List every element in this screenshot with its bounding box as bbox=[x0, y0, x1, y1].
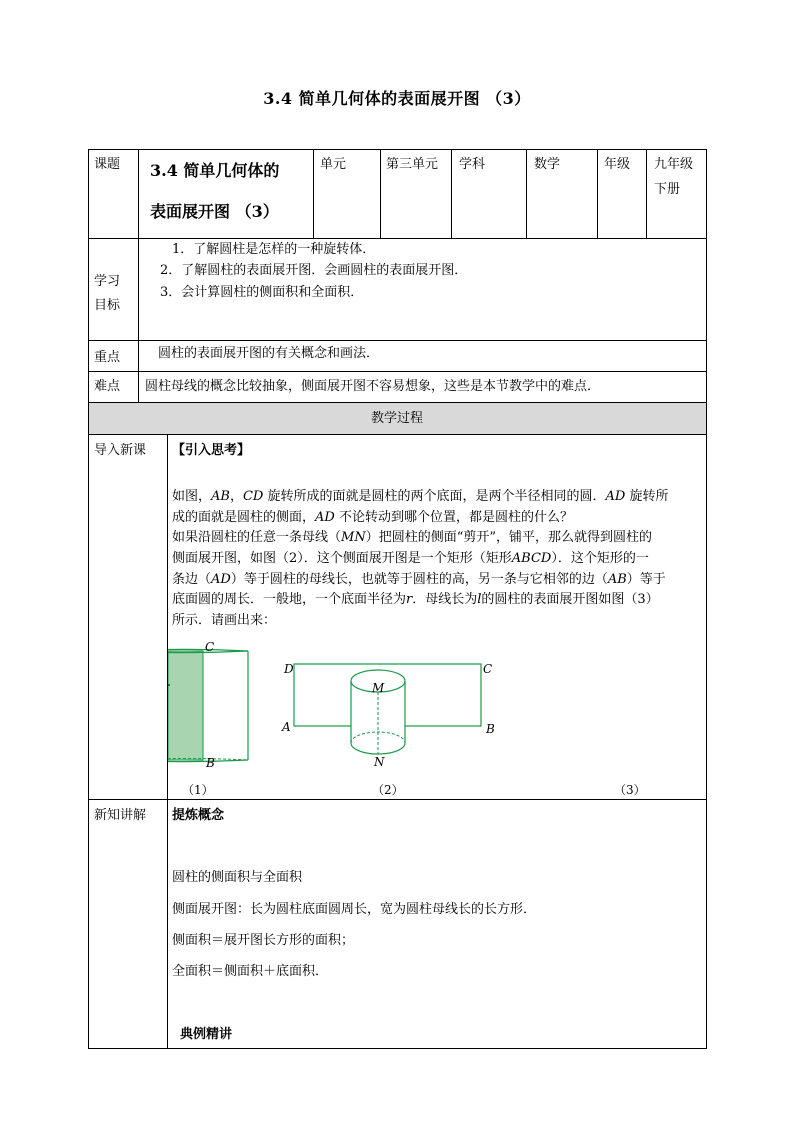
table-border bbox=[88, 340, 707, 341]
key-point-label: 重点 bbox=[94, 350, 121, 365]
knowledge-line: 全面积＝侧面积＋底面积． bbox=[172, 964, 329, 979]
goal-item: 1．了解圆柱是怎样的一种旋转体． bbox=[172, 242, 376, 257]
figure-1-cylinder bbox=[168, 640, 248, 770]
label-b: B bbox=[206, 756, 215, 770]
new-knowledge-heading: 提炼概念 bbox=[172, 808, 225, 823]
intro-heading: 【引入思考】 bbox=[172, 443, 251, 458]
knowledge-line: 侧面展开图：长为圆柱底面圆周长，宽为圆柱母线长的长方形． bbox=[172, 902, 537, 917]
topic-title-line1: 3.4 简单几何体的 bbox=[150, 161, 280, 180]
knowledge-line: 圆柱的侧面积与全面积 bbox=[172, 870, 303, 885]
label-n: N bbox=[374, 755, 385, 769]
goal-item: 3．会计算圆柱的侧面积和全面积． bbox=[160, 285, 364, 300]
difficulty-label: 难点 bbox=[94, 379, 121, 394]
table-border bbox=[88, 434, 707, 435]
table-border bbox=[597, 149, 598, 239]
label-c: C bbox=[205, 640, 215, 654]
table-border bbox=[88, 149, 707, 150]
grade-value-line1: 九年级 bbox=[654, 157, 694, 172]
table-border bbox=[380, 149, 381, 239]
caption-3: （3） bbox=[614, 783, 646, 797]
table-border bbox=[646, 149, 647, 239]
figure-2-unfolding bbox=[281, 662, 495, 769]
intro-paragraph-line: 侧面展开图，如图（2）．这个侧面展开图是一个矩形（矩形ABCD）．这个矩形的一 bbox=[172, 551, 649, 566]
grade-label: 年级 bbox=[604, 157, 631, 172]
document-title: 3.4 简单几何体的表面展开图 （3） bbox=[263, 89, 531, 108]
intro-paragraph-line: 所示．请画出来： bbox=[172, 613, 277, 628]
label-b: B bbox=[486, 722, 495, 736]
intro-label: 导入新课 bbox=[94, 443, 147, 458]
goals-label-line2: 目标 bbox=[94, 298, 121, 313]
table-border bbox=[138, 149, 139, 403]
intro-paragraph-line: 如图，AB，CD 旋转所成的面就是圆柱的两个底面，是两个半径相同的圆．AD 旋转所 bbox=[172, 489, 669, 504]
intro-paragraph-line: 成的面就是圆柱的侧面，AD 不论转动到哪个位置，都是圆柱的什么？ bbox=[172, 510, 573, 525]
label-a: A bbox=[282, 720, 291, 734]
cylinder-figures bbox=[168, 633, 706, 798]
goal-item: 2．了解圆柱的表面展开图．会画圆柱的表面展开图． bbox=[160, 263, 468, 278]
shaded-rectangle bbox=[168, 651, 203, 760]
topic-label: 课题 bbox=[94, 157, 121, 172]
intro-paragraph-line: 条边（AD）等于圆柱的母线长，也就等于圆柱的高，另一条与它相邻的边（AB）等于 bbox=[172, 572, 666, 587]
goals-label-line1: 学习 bbox=[94, 274, 121, 289]
label-c: C bbox=[483, 662, 493, 676]
subject-value: 数学 bbox=[534, 157, 561, 172]
table-border bbox=[451, 149, 452, 239]
process-header: 教学过程 bbox=[370, 411, 423, 426]
label-m: M bbox=[372, 681, 385, 695]
table-border bbox=[88, 149, 89, 1049]
label-d: D bbox=[284, 662, 294, 676]
grade-value-line2: 下册 bbox=[654, 182, 681, 197]
key-point-text: 圆柱的表面展开图的有关概念和画法． bbox=[158, 346, 380, 361]
topic-title-line2: 表面展开图 （3） bbox=[150, 202, 279, 221]
table-border bbox=[88, 371, 707, 372]
example-heading: 典例精讲 bbox=[180, 1027, 233, 1042]
intro-paragraph-line: 如果沿圆柱的任意一条母线（MN）把圆柱的侧面“剪开”，铺平，那么就得到圆柱的 bbox=[172, 530, 652, 545]
caption-2: （2） bbox=[372, 783, 404, 797]
table-border bbox=[88, 799, 707, 800]
new-knowledge-label: 新知讲解 bbox=[94, 808, 147, 823]
unit-label: 单元 bbox=[320, 157, 347, 172]
unit-value: 第三单元 bbox=[386, 157, 439, 172]
knowledge-line: 侧面积＝展开图长方形的面积； bbox=[172, 933, 355, 948]
table-border bbox=[88, 238, 707, 239]
table-border bbox=[706, 149, 707, 1049]
table-border bbox=[88, 1048, 707, 1049]
subject-label: 学科 bbox=[459, 157, 486, 172]
difficulty-text: 圆柱母线的概念比较抽象，侧面展开图不容易想象，这些是本节教学中的难点． bbox=[145, 379, 601, 394]
table-border bbox=[313, 149, 314, 239]
table-border bbox=[88, 402, 707, 403]
caption-1: （1） bbox=[182, 783, 214, 797]
intro-paragraph-line: 底面圆的周长．一般地，一个底面半径为r．母线长为l的圆柱的表面展开图如图（3） bbox=[172, 592, 659, 607]
table-border bbox=[526, 149, 527, 239]
